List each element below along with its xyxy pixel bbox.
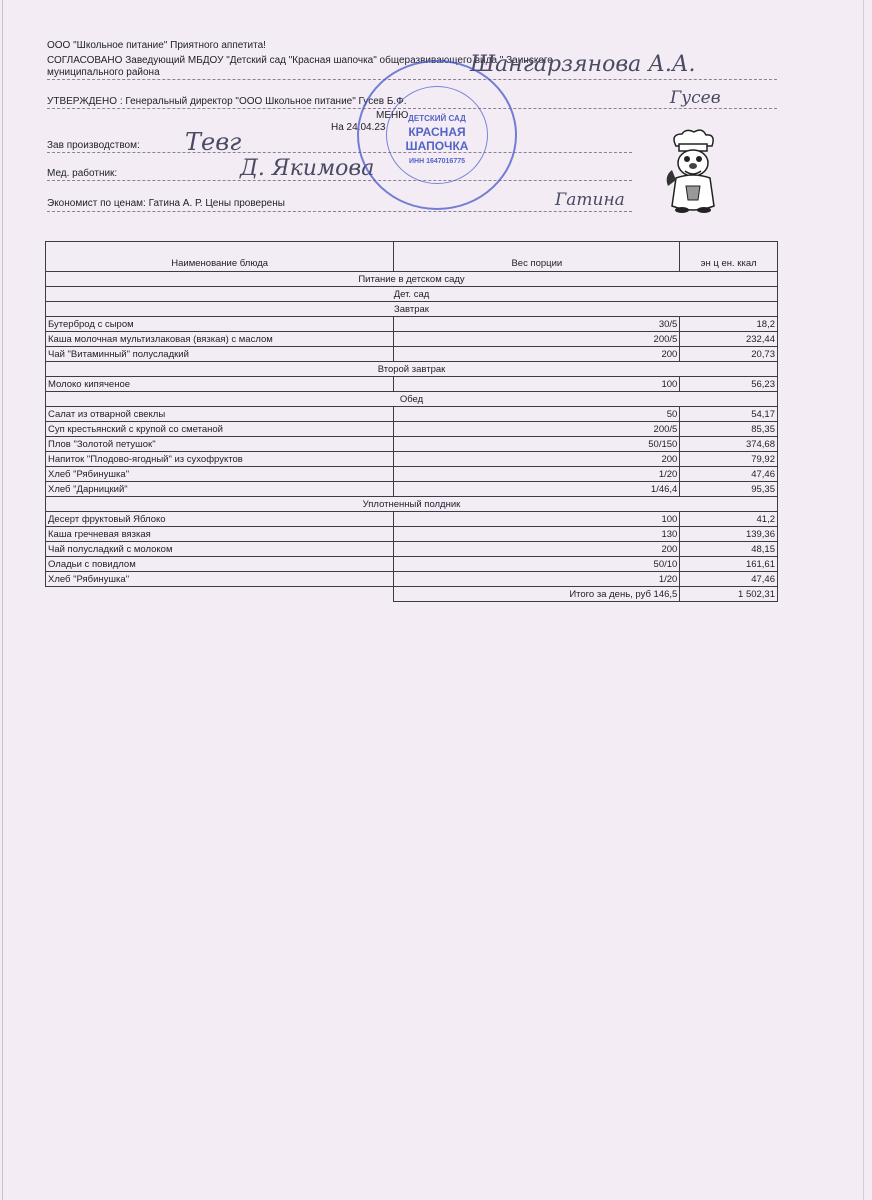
section-label: Обед xyxy=(46,392,778,407)
weight-cell: 200 xyxy=(394,542,680,557)
stamp-text: ДЕТСКИЙ САД xyxy=(408,114,466,123)
stamp-seal xyxy=(357,60,517,210)
kcal-cell: 139,36 xyxy=(680,527,778,542)
med-label: Мед. работник: xyxy=(47,168,118,179)
kcal-cell: 47,46 xyxy=(680,572,778,587)
table-row xyxy=(46,557,778,572)
economist-line: Экономист по ценам: Гатина А. Р. Цены проверены xyxy=(47,198,285,209)
chef-mascot-icon xyxy=(662,128,722,214)
stamp-text: КРАСНАЯ xyxy=(408,125,466,139)
stamp-text: ИНН 1647016775 xyxy=(408,158,466,165)
chief-signature: Тевг xyxy=(185,128,242,156)
page-edge xyxy=(863,0,864,1200)
dish-name-cell: Салат из отварной свеклы xyxy=(46,407,394,422)
table-row xyxy=(46,377,778,392)
dish-name-cell: Суп крестьянский с крупой со сметаной xyxy=(46,422,394,437)
weight-cell: 50 xyxy=(394,407,680,422)
dish-name-cell: Напиток "Плодово-ягодный" из сухофруктов xyxy=(46,452,394,467)
col-header-dish: Наименование блюда xyxy=(46,242,394,272)
kcal-cell: 95,35 xyxy=(680,482,778,497)
weight-cell: 200/5 xyxy=(394,332,680,347)
dish-name-cell: Каша гречневая вязкая xyxy=(46,527,394,542)
weight-cell: 100 xyxy=(394,512,680,527)
section-label: Дет. сад xyxy=(46,287,778,302)
kcal-cell: 18,2 xyxy=(680,317,778,332)
col-header-weight: Вес порции xyxy=(394,242,680,272)
weight-cell: 50/10 xyxy=(394,557,680,572)
weight-cell: 200/5 xyxy=(394,422,680,437)
total-blank-cell xyxy=(46,587,394,602)
table-row xyxy=(46,527,778,542)
section-row xyxy=(46,302,778,317)
table-row xyxy=(46,482,778,497)
menu-table xyxy=(45,241,778,602)
table-row xyxy=(46,422,778,437)
section-row xyxy=(46,362,778,377)
weight-cell: 1/20 xyxy=(394,467,680,482)
dish-name-cell: Хлеб "Рябинушка" xyxy=(46,572,394,587)
kcal-cell: 374,68 xyxy=(680,437,778,452)
dish-name-cell: Плов "Золотой петушок" xyxy=(46,437,394,452)
table-row xyxy=(46,512,778,527)
dish-name-cell: Десерт фруктовый Яблоко xyxy=(46,512,394,527)
total-label: Итого за день, руб 146,5 xyxy=(394,587,680,602)
col-header-kcal: эн ц ен. ккал xyxy=(680,242,778,272)
signature-line xyxy=(47,152,632,153)
approved-signature: Шангарзянова А.А. xyxy=(470,52,696,77)
table-header-row xyxy=(46,242,778,272)
kcal-cell: 48,15 xyxy=(680,542,778,557)
weight-cell: 130 xyxy=(394,527,680,542)
table-row xyxy=(46,407,778,422)
section-row xyxy=(46,272,778,287)
section-label: Второй завтрак xyxy=(46,362,778,377)
med-signature: Д. Якимова xyxy=(240,156,375,181)
section-row xyxy=(46,497,778,512)
weight-cell: 50/150 xyxy=(394,437,680,452)
signature-line xyxy=(47,211,632,212)
table-row xyxy=(46,467,778,482)
weight-cell: 200 xyxy=(394,452,680,467)
total-row xyxy=(46,587,778,602)
table-row xyxy=(46,452,778,467)
confirmed-line: УТВЕРЖДЕНО : Генеральный директор "ООО Школьное питание" Гусев Б.Ф. xyxy=(47,96,407,107)
table-row xyxy=(46,317,778,332)
dish-name-cell: Бутерброд с сыром xyxy=(46,317,394,332)
table-row xyxy=(46,332,778,347)
menu-date: На 24.04.23 xyxy=(331,122,386,133)
kcal-cell: 79,92 xyxy=(680,452,778,467)
stamp-text: ШАПОЧКА xyxy=(405,139,469,153)
page-edge xyxy=(2,0,3,1200)
total-kcal: 1 502,31 xyxy=(680,587,778,602)
org-line: ООО "Школьное питание" Приятного аппетита! xyxy=(47,40,266,51)
table-row xyxy=(46,542,778,557)
kcal-cell: 232,44 xyxy=(680,332,778,347)
approved-line-cont: муниципального района xyxy=(47,67,160,78)
kcal-cell: 41,2 xyxy=(680,512,778,527)
kcal-cell: 161,61 xyxy=(680,557,778,572)
dish-name-cell: Чай полусладкий с молоком xyxy=(46,542,394,557)
kcal-cell: 56,23 xyxy=(680,377,778,392)
kcal-cell: 47,46 xyxy=(680,467,778,482)
weight-cell: 30/5 xyxy=(394,317,680,332)
dish-name-cell: Чай "Витаминный" полусладкий xyxy=(46,347,394,362)
table-row xyxy=(46,437,778,452)
table-body xyxy=(46,272,778,587)
economist-signature: Гатина xyxy=(555,190,625,210)
confirmed-signature: Гусев xyxy=(670,88,721,108)
section-row xyxy=(46,392,778,407)
chief-label: Зав производством: xyxy=(47,140,140,151)
dish-name-cell: Оладьи с повидлом xyxy=(46,557,394,572)
approved-line: СОГЛАСОВАНО Заведующий МБДОУ "Детский сад "Красная шапочка" общеразвивающего вида " Заинского xyxy=(47,55,553,66)
weight-cell: 1/20 xyxy=(394,572,680,587)
section-label: Питание в детском саду xyxy=(46,272,778,287)
dish-name-cell: Молоко кипяченое xyxy=(46,377,394,392)
kcal-cell: 85,35 xyxy=(680,422,778,437)
section-label: Завтрак xyxy=(46,302,778,317)
table-row xyxy=(46,347,778,362)
section-row xyxy=(46,287,778,302)
weight-cell: 1/46,4 xyxy=(394,482,680,497)
weight-cell: 100 xyxy=(394,377,680,392)
dish-name-cell: Хлеб "Дарницкий" xyxy=(46,482,394,497)
table-row xyxy=(46,572,778,587)
menu-title: МЕНЮ xyxy=(376,110,409,121)
kcal-cell: 54,17 xyxy=(680,407,778,422)
dish-name-cell: Каша молочная мультизлаковая (вязкая) с маслом xyxy=(46,332,394,347)
dish-name-cell: Хлеб "Рябинушка" xyxy=(46,467,394,482)
kcal-cell: 20,73 xyxy=(680,347,778,362)
weight-cell: 200 xyxy=(394,347,680,362)
section-label: Уплотненный полдник xyxy=(46,497,778,512)
